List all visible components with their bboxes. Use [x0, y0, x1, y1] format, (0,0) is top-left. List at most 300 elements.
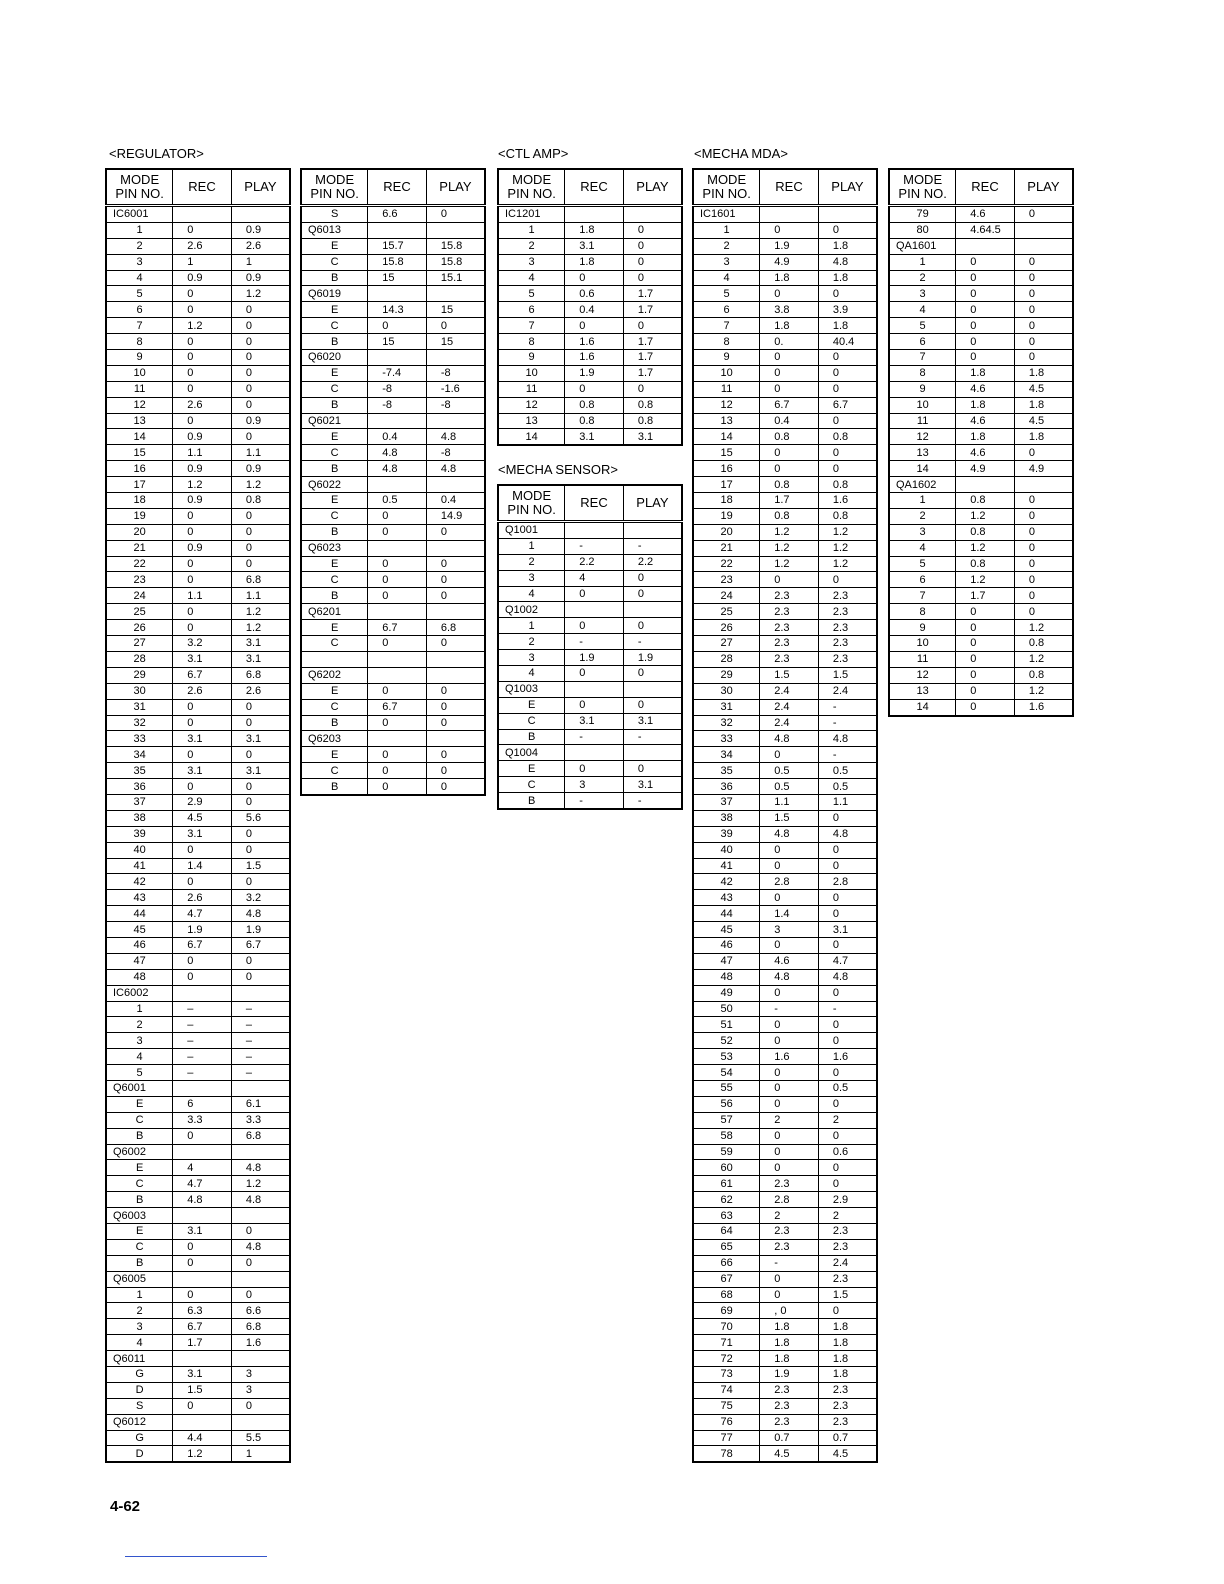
table-row: [889, 318, 1073, 334]
play-cell: 6.8: [231, 572, 290, 588]
header-play: PLAY: [1014, 169, 1073, 206]
table-row: [106, 477, 290, 493]
play-cell: 4.5: [818, 1446, 877, 1462]
pin-cell: 26: [693, 620, 760, 636]
table-row: [498, 302, 682, 318]
pin-cell: 5: [889, 556, 956, 572]
rec-cell: 15: [368, 334, 427, 350]
play-cell: 0: [623, 270, 682, 286]
group-label: Q6001: [106, 1080, 173, 1096]
pin-cell: 32: [693, 715, 760, 731]
table-row: [693, 1239, 877, 1255]
play-cell: 1.2: [818, 524, 877, 540]
group-label: Q6023: [301, 540, 368, 556]
play-cell: 3.1: [623, 429, 682, 445]
pin-cell: 7: [693, 318, 760, 334]
play-cell: -: [818, 699, 877, 715]
play-cell: 4.8: [818, 254, 877, 270]
rec-cell: 0: [760, 858, 819, 874]
table-row: [106, 874, 290, 890]
table-row: [301, 477, 485, 493]
rec-cell: 2.2: [565, 554, 624, 570]
play-cell: 2.3: [818, 1271, 877, 1287]
table-row: [301, 493, 485, 509]
rec-cell: 4.8: [173, 1192, 232, 1208]
pin-cell: 68: [693, 1287, 760, 1303]
play-cell: [623, 206, 682, 223]
table-row: [106, 222, 290, 238]
pin-cell: 10: [693, 365, 760, 381]
rec-cell: 0: [760, 842, 819, 858]
rec-cell: 1.4: [760, 906, 819, 922]
rec-cell: 1.8: [565, 254, 624, 270]
rec-cell: 0.8: [956, 524, 1015, 540]
pin-cell: B: [301, 779, 368, 795]
table-row: [106, 985, 290, 1001]
table-row: [106, 779, 290, 795]
rec-cell: 1.8: [760, 318, 819, 334]
play-cell: [426, 477, 485, 493]
rec-cell: 0: [173, 699, 232, 715]
play-cell: [426, 540, 485, 556]
rec-cell: 3.1: [173, 1224, 232, 1240]
rec-cell: 1.4: [173, 858, 232, 874]
play-cell: 0: [818, 365, 877, 381]
play-cell: 0: [818, 1096, 877, 1112]
rec-cell: 1.5: [760, 810, 819, 826]
play-cell: 15: [426, 302, 485, 318]
rec-cell: 0: [368, 556, 427, 572]
rec-cell: 2.3: [760, 588, 819, 604]
play-cell: 0: [1014, 572, 1073, 588]
table-row: [693, 588, 877, 604]
table-row: [106, 206, 290, 223]
play-cell: 0: [426, 683, 485, 699]
rec-cell: 4.6: [956, 445, 1015, 461]
table-row: [106, 620, 290, 636]
play-cell: 2.3: [818, 651, 877, 667]
pin-cell: 23: [106, 572, 173, 588]
play-cell: 0: [623, 318, 682, 334]
rec-cell: -: [565, 634, 624, 650]
pin-cell: 62: [693, 1192, 760, 1208]
rec-cell: 0: [173, 524, 232, 540]
pin-cell: 6: [889, 572, 956, 588]
play-cell: 0: [1014, 206, 1073, 223]
rec-cell: 0: [173, 779, 232, 795]
pin-cell: 78: [693, 1446, 760, 1462]
play-cell: 2.6: [231, 683, 290, 699]
rec-cell: 0: [173, 365, 232, 381]
pin-cell: 20: [693, 524, 760, 540]
play-cell: 3.3: [231, 1112, 290, 1128]
play-cell: 1.1: [231, 588, 290, 604]
table-row: [498, 522, 682, 539]
rec-cell: 1.9: [760, 1367, 819, 1383]
pin-cell: 1: [889, 493, 956, 509]
rec-cell: 0: [760, 937, 819, 953]
pin-cell: B: [301, 334, 368, 350]
pin-cell: 45: [106, 922, 173, 938]
rec-cell: 1.2: [956, 508, 1015, 524]
rec-cell: 0: [565, 618, 624, 634]
rec-cell: 1.6: [565, 350, 624, 366]
table-row: [889, 445, 1073, 461]
table-row: [106, 493, 290, 509]
play-cell: 1.6: [818, 1049, 877, 1065]
table-row: [693, 731, 877, 747]
table-row: [693, 1430, 877, 1446]
pin-cell: 24: [693, 588, 760, 604]
pin-cell: C: [301, 445, 368, 461]
play-cell: 1.8: [1014, 397, 1073, 413]
play-cell: 0: [426, 699, 485, 715]
play-cell: 1.7: [623, 286, 682, 302]
rec-cell: -: [565, 729, 624, 745]
table-row: [106, 683, 290, 699]
rec-cell: 0.6: [565, 286, 624, 302]
pin-cell: 48: [693, 969, 760, 985]
rec-cell: 2.4: [760, 699, 819, 715]
play-cell: 0: [623, 570, 682, 586]
table-row: [106, 604, 290, 620]
rec-cell: 1.8: [760, 1351, 819, 1367]
rec-cell: –: [173, 1017, 232, 1033]
pin-cell: 4: [106, 1049, 173, 1065]
pin-cell: E: [301, 556, 368, 572]
rec-cell: 0: [368, 636, 427, 652]
play-cell: 0.8: [818, 477, 877, 493]
play-cell: 4.8: [231, 906, 290, 922]
rec-cell: 14.3: [368, 302, 427, 318]
rec-cell: 4.8: [368, 445, 427, 461]
rec-cell: 1.1: [173, 445, 232, 461]
pin-cell: 10: [106, 365, 173, 381]
table-row: [301, 270, 485, 286]
pin-cell: 14: [693, 429, 760, 445]
rec-cell: [956, 477, 1015, 493]
play-cell: 0: [1014, 524, 1073, 540]
play-cell: [426, 604, 485, 620]
pin-cell: 8: [889, 604, 956, 620]
regulator-title: <REGULATOR>: [109, 146, 204, 161]
rec-cell: 3.3: [173, 1112, 232, 1128]
rec-cell: [173, 1144, 232, 1160]
table-row: [498, 666, 682, 682]
play-cell: 0: [426, 524, 485, 540]
pin-cell: 26: [106, 620, 173, 636]
play-cell: 0: [1014, 302, 1073, 318]
pin-cell: 36: [693, 779, 760, 795]
rec-cell: 4.8: [760, 826, 819, 842]
play-cell: 0: [231, 524, 290, 540]
pin-cell: 29: [106, 667, 173, 683]
play-cell: 6.8: [231, 1319, 290, 1335]
play-cell: 2.2: [623, 554, 682, 570]
rec-cell: 2.8: [760, 1192, 819, 1208]
table-row: [301, 556, 485, 572]
play-cell: 1.2: [231, 604, 290, 620]
table-row: [498, 602, 682, 618]
rec-cell: 0.4: [760, 413, 819, 429]
play-cell: 0: [623, 254, 682, 270]
table-row: [301, 763, 485, 779]
pin-cell: 4: [889, 302, 956, 318]
pin-cell: 2: [693, 238, 760, 254]
table-row: [498, 413, 682, 429]
table-row: [693, 1382, 877, 1398]
pin-cell: 36: [106, 779, 173, 795]
pin-cell: D: [106, 1446, 173, 1462]
play-cell: 2.6: [231, 238, 290, 254]
table-row: [106, 1335, 290, 1351]
pin-cell: 38: [106, 810, 173, 826]
table-row: [106, 858, 290, 874]
rec-cell: 0: [760, 350, 819, 366]
pin-cell: E: [106, 1160, 173, 1176]
table-row: [498, 397, 682, 413]
pin-cell: E: [498, 761, 565, 777]
pin-cell: 31: [693, 699, 760, 715]
table-row: [693, 1287, 877, 1303]
pin-cell: 13: [889, 683, 956, 699]
table-row: [498, 270, 682, 286]
rec-cell: 4.8: [760, 731, 819, 747]
table-row: [693, 493, 877, 509]
rec-cell: 2.4: [760, 683, 819, 699]
rec-cell: 4.6: [956, 381, 1015, 397]
pin-cell: 22: [693, 556, 760, 572]
pin-cell: 14: [889, 699, 956, 715]
play-cell: 0: [231, 429, 290, 445]
table-row: [106, 365, 290, 381]
rec-cell: 0.9: [173, 270, 232, 286]
play-cell: -1.6: [426, 381, 485, 397]
play-cell: 0.9: [231, 413, 290, 429]
rec-cell: 2.9: [173, 794, 232, 810]
pin-cell: C: [301, 699, 368, 715]
table-row: [693, 1351, 877, 1367]
table-row: [301, 238, 485, 254]
rec-cell: 0: [760, 1144, 819, 1160]
rec-cell: 1.7: [760, 493, 819, 509]
table-row: [106, 1128, 290, 1144]
pin-cell: 59: [693, 1144, 760, 1160]
table-row: [301, 445, 485, 461]
pin-cell: 3: [889, 286, 956, 302]
table-row: [693, 477, 877, 493]
play-cell: 0: [1014, 508, 1073, 524]
pin-cell: 48: [106, 969, 173, 985]
pin-cell: 39: [693, 826, 760, 842]
rec-cell: 0.8: [956, 556, 1015, 572]
rec-cell: 0: [760, 1017, 819, 1033]
table-row: [889, 429, 1073, 445]
rec-cell: 0: [368, 508, 427, 524]
rec-cell: 0: [173, 350, 232, 366]
rec-cell: 1.8: [760, 1335, 819, 1351]
play-cell: -: [623, 634, 682, 650]
rec-cell: 0.9: [173, 493, 232, 509]
table-row: [889, 667, 1073, 683]
table-row: [693, 1017, 877, 1033]
pin-cell: 53: [693, 1049, 760, 1065]
rec-cell: [565, 522, 624, 539]
table-row: [106, 1224, 290, 1240]
pin-cell: 8: [693, 334, 760, 350]
play-cell: [623, 745, 682, 761]
rec-cell: 0: [760, 381, 819, 397]
rec-cell: 0: [173, 286, 232, 302]
play-cell: 1.8: [818, 1367, 877, 1383]
header-rec: REC: [760, 169, 819, 206]
pin-cell: 29: [693, 667, 760, 683]
table-row: [106, 524, 290, 540]
table-row: [106, 922, 290, 938]
table-row: [106, 667, 290, 683]
play-cell: 0.8: [623, 413, 682, 429]
pin-cell: 15: [106, 445, 173, 461]
rec-cell: 0: [565, 761, 624, 777]
table-row: [106, 1367, 290, 1383]
pin-cell: 30: [106, 683, 173, 699]
table-row: [106, 1414, 290, 1430]
table-row: [301, 254, 485, 270]
rec-cell: 3.1: [565, 713, 624, 729]
table-row: [889, 413, 1073, 429]
table-row: [889, 604, 1073, 620]
table-row: [301, 604, 485, 620]
table-row: [693, 1319, 877, 1335]
play-cell: 0: [818, 858, 877, 874]
table-row: [693, 937, 877, 953]
pin-cell: C: [301, 763, 368, 779]
pin-cell: 21: [693, 540, 760, 556]
table-row: [301, 540, 485, 556]
table-row: [693, 540, 877, 556]
table-row: [106, 906, 290, 922]
play-cell: 0.8: [818, 508, 877, 524]
pin-cell: 21: [106, 540, 173, 556]
table-row: [106, 429, 290, 445]
rec-cell: 0.9: [173, 540, 232, 556]
table-row: [106, 1096, 290, 1112]
header-mode-pin: MODE PIN NO.: [693, 169, 760, 206]
pin-cell: 10: [889, 397, 956, 413]
rec-cell: [368, 604, 427, 620]
table-row: [106, 334, 290, 350]
pin-cell: 3: [693, 254, 760, 270]
rec-cell: 6.7: [173, 667, 232, 683]
play-cell: 0: [1014, 445, 1073, 461]
rec-cell: -: [760, 1001, 819, 1017]
table-row: [693, 794, 877, 810]
table-row: [889, 334, 1073, 350]
rec-cell: 0: [173, 1128, 232, 1144]
rec-cell: 0: [173, 1255, 232, 1271]
pin-cell: 31: [106, 699, 173, 715]
pin-cell: 55: [693, 1080, 760, 1096]
table-row: [693, 286, 877, 302]
play-cell: 3.9: [818, 302, 877, 318]
play-cell: 0: [818, 413, 877, 429]
table-row: [889, 254, 1073, 270]
play-cell: [426, 350, 485, 366]
play-cell: 0: [623, 761, 682, 777]
table-row: [889, 540, 1073, 556]
table-row: [693, 1224, 877, 1240]
play-cell: 3: [231, 1382, 290, 1398]
pin-cell: 1: [498, 618, 565, 634]
play-cell: [426, 667, 485, 683]
pin-cell: 13: [889, 445, 956, 461]
table-row: [301, 222, 485, 238]
play-cell: 0: [623, 697, 682, 713]
rec-cell: 0: [760, 1271, 819, 1287]
rec-cell: [368, 731, 427, 747]
table-row: [693, 318, 877, 334]
play-cell: 14.9: [426, 508, 485, 524]
rec-cell: 3: [760, 922, 819, 938]
table-row: [693, 810, 877, 826]
pin-cell: 4: [889, 540, 956, 556]
pin-cell: C: [498, 713, 565, 729]
pin-cell: 11: [498, 381, 565, 397]
table-row: [301, 779, 485, 795]
table-row: [106, 747, 290, 763]
rec-cell: 1.9: [565, 365, 624, 381]
table-row: [498, 365, 682, 381]
table-row: [301, 350, 485, 366]
play-cell: -8: [426, 365, 485, 381]
play-cell: 6.6: [231, 1303, 290, 1319]
play-cell: 4.8: [426, 461, 485, 477]
pin-cell: 40: [693, 842, 760, 858]
table-row: [106, 540, 290, 556]
pin-cell: 1: [106, 222, 173, 238]
pin-cell: 3: [498, 650, 565, 666]
pin-cell: 54: [693, 1065, 760, 1081]
rec-cell: 1.2: [956, 572, 1015, 588]
table-row: [106, 302, 290, 318]
pin-cell: B: [498, 729, 565, 745]
table-row: [498, 206, 682, 223]
pin-cell: S: [106, 1398, 173, 1414]
pin-cell: E: [301, 747, 368, 763]
play-cell: 0: [818, 1017, 877, 1033]
table-row: [889, 683, 1073, 699]
play-cell: 4.8: [231, 1192, 290, 1208]
rec-cell: 0.: [760, 334, 819, 350]
play-cell: 0: [231, 556, 290, 572]
rec-cell: 4.7: [173, 906, 232, 922]
header-mode-pin: MODE PIN NO.: [889, 169, 956, 206]
pin-cell: 46: [106, 937, 173, 953]
play-cell: 0: [623, 618, 682, 634]
play-cell: [231, 1351, 290, 1367]
rec-cell: 2.4: [760, 715, 819, 731]
play-cell: 0: [231, 826, 290, 842]
play-cell: 0: [231, 874, 290, 890]
play-cell: 0: [1014, 318, 1073, 334]
rec-cell: [565, 681, 624, 697]
pin-cell: 51: [693, 1017, 760, 1033]
rec-cell: 1: [173, 254, 232, 270]
pin-cell: B: [106, 1255, 173, 1271]
table-row: [498, 634, 682, 650]
play-cell: 4.5: [1014, 413, 1073, 429]
rec-cell: 3.1: [173, 763, 232, 779]
